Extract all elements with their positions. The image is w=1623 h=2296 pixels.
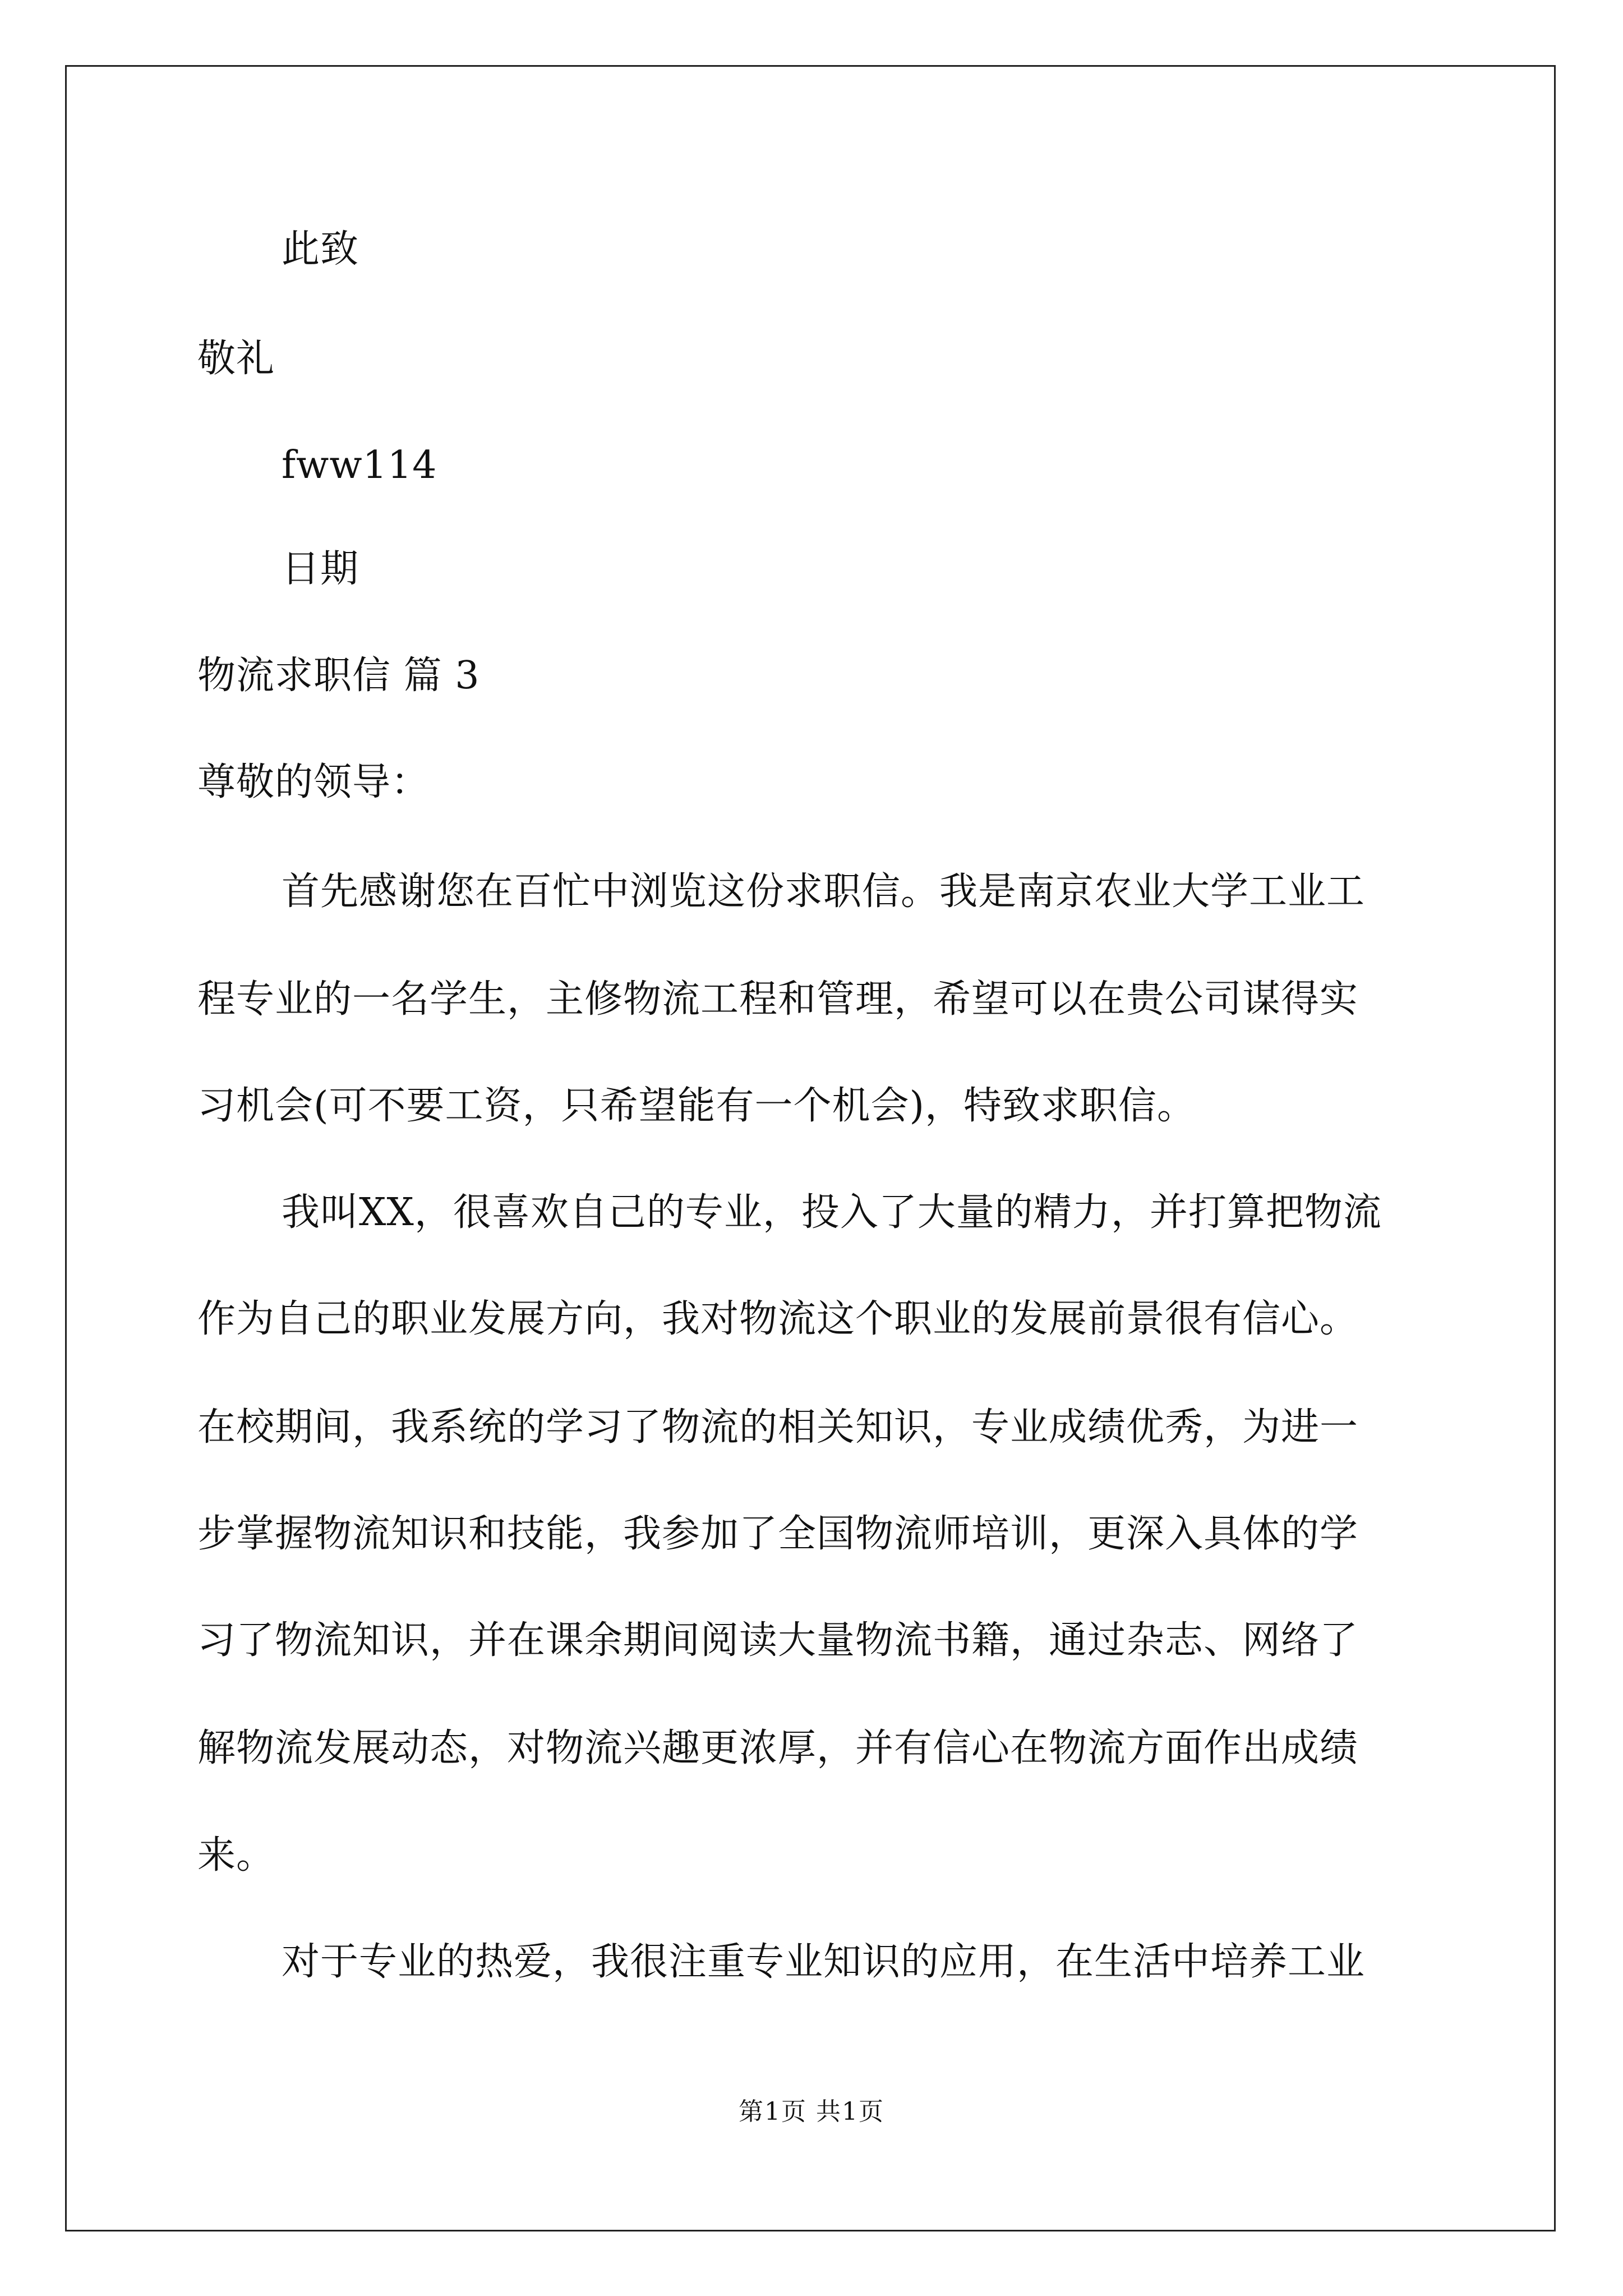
paragraph2-line: 步掌握物流知识和技能，我参加了全国物流师培训，更深入具体的学 — [197, 1512, 1359, 1556]
page-border — [65, 65, 1556, 2231]
greeting: 尊敬的领导： — [197, 760, 430, 804]
paragraph2-line: 我叫XX，很喜欢自己的专业，投入了大量的精力，并打算把物流 — [282, 1190, 1382, 1235]
section-title: 物流求职信 篇 3 — [197, 654, 480, 698]
paragraph1-line: 程专业的一名学生，主修物流工程和管理，希望可以在贵公司谋得实 — [197, 977, 1359, 1022]
paragraph2-line: 来。 — [197, 1833, 275, 1878]
paragraph2-line: 作为自己的职业发展方向，我对物流这个职业的发展前景很有信心。 — [197, 1297, 1359, 1341]
page-footer: 第1页 共1页 — [739, 2097, 884, 2126]
paragraph2-line: 习了物流知识，并在课余期间阅读大量物流书籍，通过杂志、网络了 — [197, 1618, 1359, 1663]
paragraph3-line: 对于专业的热爱，我很注重专业知识的应用，在生活中培养工业 — [282, 1940, 1366, 1984]
signature: fww114 — [282, 443, 437, 487]
date-label: 日期 — [282, 547, 359, 591]
paragraph2-line: 在校期间，我系统的学习了物流的相关知识，专业成绩优秀，为进一 — [197, 1405, 1359, 1450]
paragraph1-line: 首先感谢您在百忙中浏览这份求职信。我是南京农业大学工业工 — [282, 869, 1366, 914]
salutation-end: 敬礼 — [197, 337, 275, 381]
paragraph1-line: 习机会(可不要工资，只希望能有一个机会)，特致求职信。 — [197, 1084, 1196, 1128]
closing-text: 此致 — [282, 227, 359, 272]
paragraph2-line: 解物流发展动态，对物流兴趣更浓厚，并有信心在物流方面作出成绩 — [197, 1726, 1359, 1770]
